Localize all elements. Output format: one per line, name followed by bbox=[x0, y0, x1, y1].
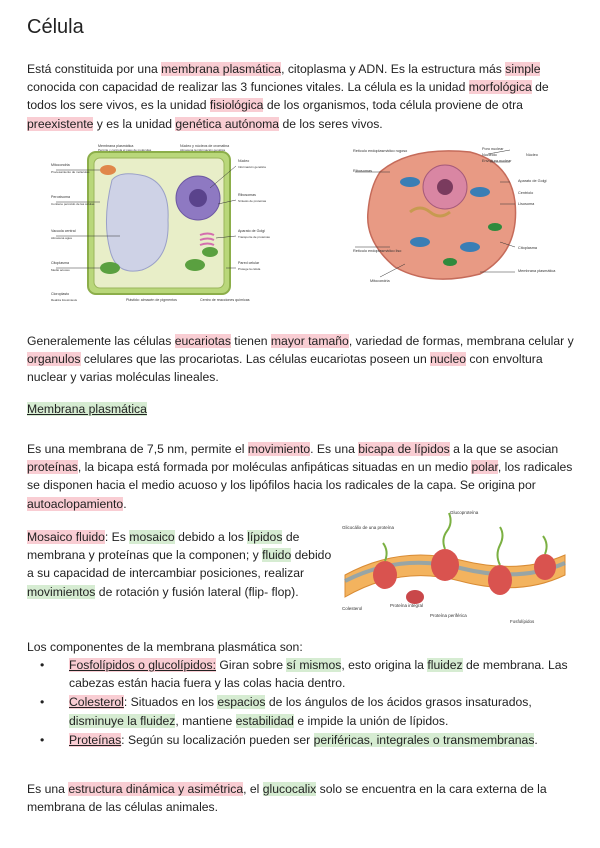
text: de los ángulos de los ácidos grasos insaturados, bbox=[265, 695, 532, 710]
text: , la bicapa está formada por moléculas anfipáticas situadas en un medio bbox=[77, 460, 472, 475]
label: Membrana plasmática bbox=[98, 144, 134, 148]
label: Glucoproteína bbox=[450, 510, 479, 515]
text: de rotación y fusión lateral (flip- flop). bbox=[95, 584, 299, 599]
label: Pared celular bbox=[238, 261, 260, 265]
text: , esto origina la bbox=[341, 658, 428, 672]
highlight: periféricas, integrales o transmembranas bbox=[313, 732, 535, 747]
highlight: Colesterol bbox=[69, 695, 124, 710]
text: tienen bbox=[230, 334, 271, 348]
label: Lisosoma bbox=[518, 202, 535, 206]
text: a la que se asocian bbox=[449, 442, 559, 456]
label: Almacena la información genética bbox=[180, 148, 226, 152]
label: Procesamiento de moléculas bbox=[51, 170, 90, 174]
intro-paragraph bbox=[27, 60, 575, 133]
label: Proteína periférica bbox=[430, 613, 467, 618]
label: Centro de reacciones químicas bbox=[200, 298, 250, 302]
highlight: glucocalix bbox=[262, 782, 317, 796]
text: : Situados en los bbox=[123, 695, 218, 710]
bullet: • bbox=[40, 732, 45, 747]
text: de los organismos, toda célula proviene de otra bbox=[263, 98, 523, 113]
text: Está constituida por una bbox=[27, 62, 162, 76]
highlight: genética autónoma bbox=[175, 116, 280, 131]
text: conocida con capacidad de realizar las 3 funciones vitales. La célula es la unidad bbox=[27, 80, 469, 95]
text: e impide la unión de lípidos. bbox=[293, 713, 449, 728]
highlight: fluidez bbox=[427, 658, 463, 672]
highlight: organulos bbox=[27, 352, 81, 367]
label: Ribosomas bbox=[353, 169, 372, 173]
label: Membrana plasmática bbox=[518, 269, 556, 273]
text: , citoplasma y ADN. Es la estructura más bbox=[281, 62, 506, 76]
text: Giran sobre bbox=[216, 658, 287, 672]
highlight: Proteínas bbox=[69, 732, 122, 747]
highlight: mosaico bbox=[129, 530, 175, 544]
label: Realiza fotosíntesis bbox=[51, 298, 78, 302]
highlight: Mosaico fluido bbox=[27, 530, 105, 544]
text: debido a su capacidad de intercambiar posiciones, realizar bbox=[27, 548, 332, 581]
components-list bbox=[27, 656, 575, 750]
highlight: bicapa de lípidos bbox=[358, 442, 450, 456]
fluid-mosaic-paragraph bbox=[27, 528, 337, 601]
label: Citoplasma bbox=[51, 261, 69, 265]
text: . bbox=[123, 496, 127, 511]
highlight: movimientos bbox=[27, 584, 96, 599]
label: Cloroplasto bbox=[51, 292, 70, 296]
highlight: mayor tamaño bbox=[270, 334, 349, 348]
label: Nucléolo bbox=[482, 153, 497, 157]
text: de membrana. Las cabezas están hacia fuera y las colas hacia dentro. bbox=[69, 658, 568, 691]
label: Vacuola central bbox=[51, 229, 76, 233]
closing-paragraph bbox=[27, 780, 575, 816]
highlight: fluido bbox=[262, 548, 292, 563]
plant-cell-diagram bbox=[50, 140, 285, 305]
label: Retículo endoplasmático liso bbox=[353, 249, 402, 253]
label: Almacena agua bbox=[51, 236, 72, 240]
label: Ribosomas bbox=[238, 193, 256, 197]
highlight: espacios bbox=[217, 695, 266, 710]
label: Núcleo bbox=[238, 159, 250, 163]
text: celulares que las procariotas. Las células eucariotas poseen un bbox=[80, 352, 431, 367]
highlight: autoaclopamiento bbox=[27, 496, 124, 511]
label: Transporte de proteínas bbox=[238, 235, 270, 239]
highlight: sí mismos bbox=[286, 658, 342, 672]
label: Glicocálix de una proteína bbox=[342, 525, 395, 530]
text: de los seres vivos. bbox=[279, 116, 383, 131]
label: Núcleo y núcleos de cromatina bbox=[180, 144, 230, 148]
highlight: membrana plasmática bbox=[161, 62, 282, 76]
text: de todos los sere vivos, es la unidad bbox=[27, 80, 549, 113]
section-title: Membrana plasmática bbox=[27, 402, 147, 416]
text: . bbox=[534, 732, 538, 747]
text: Es una bbox=[27, 782, 69, 796]
label: Retículo endoplasmático rugoso bbox=[353, 149, 408, 153]
label: Información genética bbox=[238, 165, 266, 169]
text: : Es bbox=[104, 530, 130, 544]
highlight: estabilidad bbox=[235, 713, 294, 728]
highlight: estructura dinámica y asimétrica bbox=[68, 782, 244, 796]
text: debido a los bbox=[174, 530, 248, 544]
text: , el bbox=[243, 782, 263, 796]
highlight: proteínas bbox=[27, 460, 78, 475]
label: Citoplasma bbox=[518, 246, 537, 250]
label: Peroxisoma bbox=[51, 195, 70, 199]
highlight: morfológica bbox=[468, 80, 532, 95]
section-heading bbox=[27, 402, 147, 416]
label: Poro nuclear bbox=[482, 147, 504, 151]
label: Contiene peróxido de las células bbox=[51, 202, 95, 206]
highlight: eucariotas bbox=[174, 334, 231, 348]
animal-cell-diagram bbox=[350, 142, 565, 287]
label: Síntesis de proteínas bbox=[238, 199, 267, 203]
highlight: fisiológica bbox=[209, 98, 264, 113]
text: solo se encuentra en la cara externa de la membrana de las células animales. bbox=[27, 782, 547, 815]
list-item bbox=[27, 731, 575, 749]
highlight: lípidos bbox=[247, 530, 283, 544]
text: , los radicales se disponen hacia el medio acuoso y los lipófilos hacia los radicales de la capa. Se origina por bbox=[27, 460, 573, 493]
text: Es una membrana de 7,5 nm, permite el bbox=[27, 442, 248, 456]
label: Envoltura nuclear bbox=[482, 159, 512, 163]
label: Medio acuoso bbox=[51, 268, 70, 272]
highlight: simple bbox=[505, 62, 541, 76]
text: y es la unidad bbox=[93, 116, 176, 131]
list-item bbox=[27, 656, 575, 692]
label: Permite y controla el paso de moléculas bbox=[98, 148, 152, 152]
text: Generalemente las células bbox=[27, 334, 175, 348]
text: , variedad de formas, membrana celular y bbox=[348, 334, 574, 348]
label: Protege la célula bbox=[238, 267, 261, 271]
bullet: • bbox=[40, 658, 45, 672]
label: Proteína integral bbox=[390, 603, 424, 608]
text: , mantiene bbox=[175, 713, 236, 728]
text: . Es una bbox=[310, 442, 359, 456]
label: Centriolo bbox=[518, 191, 534, 195]
eukaryote-paragraph bbox=[27, 332, 575, 387]
membrane-paragraph bbox=[27, 440, 575, 513]
text: : Según su localización pueden ser bbox=[121, 732, 314, 747]
highlight: nucleo bbox=[430, 352, 467, 367]
highlight: movimiento bbox=[247, 442, 311, 456]
highlight: disminuye la fluidez bbox=[69, 713, 176, 728]
label: Fosfolípidos bbox=[510, 619, 535, 624]
label: Aparato de Golgi bbox=[238, 229, 265, 233]
label: Plástido: almacén de pigmentos bbox=[126, 298, 177, 302]
label: Mitocondria bbox=[370, 279, 390, 283]
label: Aparato de Golgi bbox=[518, 179, 547, 183]
highlight: polar bbox=[471, 460, 498, 475]
text: de membrana y proteínas que la componen; y bbox=[27, 530, 300, 563]
label: Colesterol bbox=[342, 606, 363, 611]
label: Núcleo bbox=[526, 153, 538, 157]
page-title: Célula bbox=[27, 16, 84, 38]
membrane-diagram bbox=[340, 505, 570, 630]
bullet: • bbox=[40, 695, 45, 710]
text: con envoltura nuclear y varias moléculas lineales. bbox=[27, 352, 543, 385]
label: Mitocondria bbox=[51, 163, 70, 167]
highlight: preexistente bbox=[27, 116, 94, 131]
highlight: Fosfolípidos o glucolípidos: bbox=[69, 658, 217, 672]
list-item bbox=[27, 693, 575, 729]
components-intro: Los componentes de la membrana plasmática son: bbox=[27, 640, 303, 654]
